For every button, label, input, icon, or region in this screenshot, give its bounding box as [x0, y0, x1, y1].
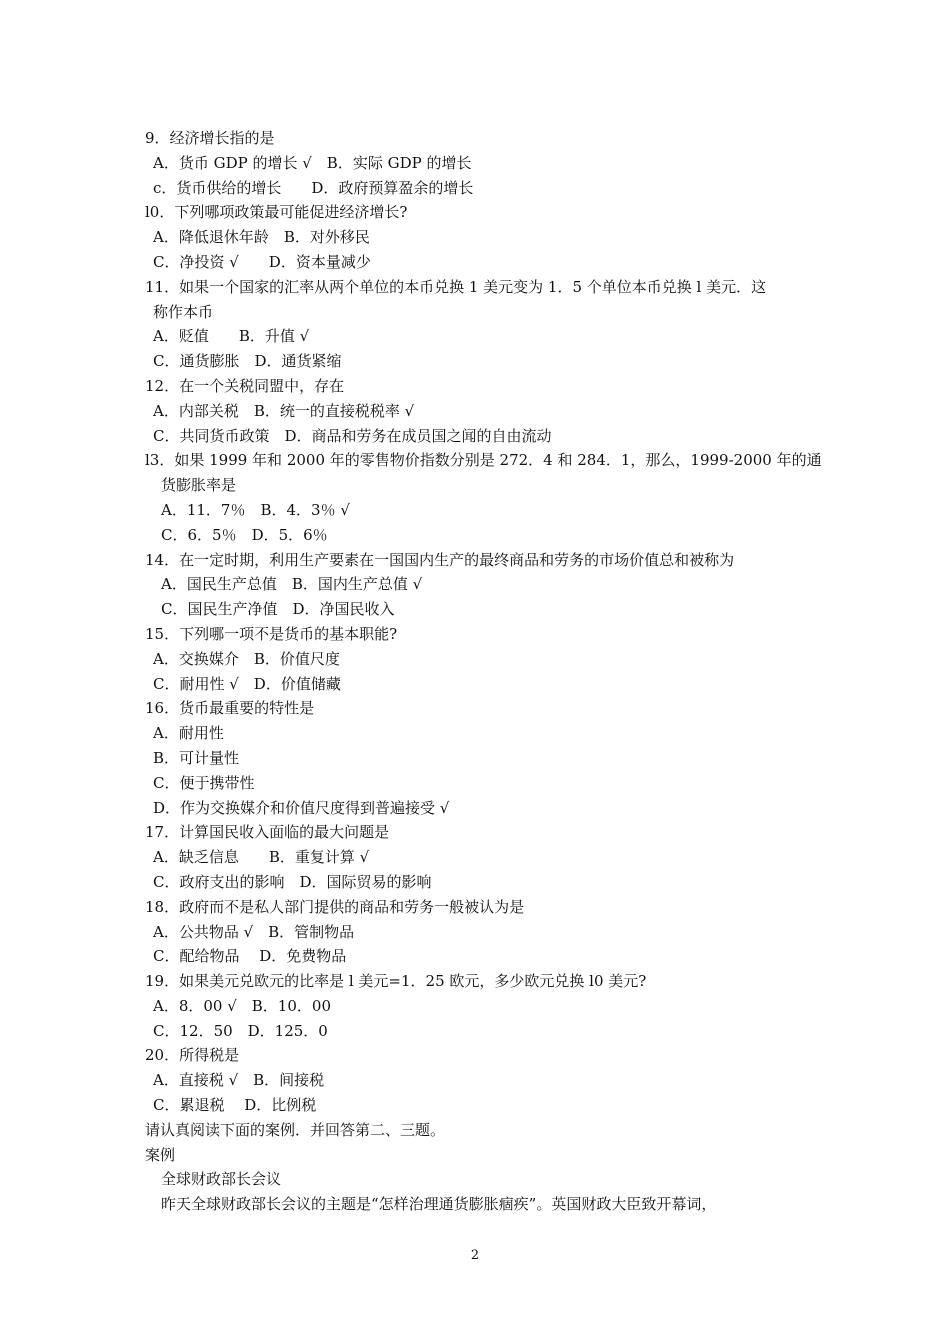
- option-line: A．贬值 B．升值 √: [153, 327, 310, 346]
- question-line: l3．如果 1999 年和 2000 年的零售物价指数分别是 272．4 和 284．1，那么，1999-2000 年的通: [145, 451, 822, 470]
- option-line: A．11．7％ B．4．3％ √: [161, 500, 350, 519]
- option-line: C．6．5％ D．5．6％: [161, 525, 328, 544]
- continuation-line: 货膨胀率是: [161, 476, 237, 495]
- option-line: A．国民生产总值 B．国内生产总值 √: [161, 575, 423, 594]
- question-line: 20．所得税是: [145, 1046, 240, 1065]
- option-line: A．降低退休年龄 B．对外移民: [153, 228, 370, 247]
- option-line: A．直接税 √ B．间接税: [153, 1071, 325, 1090]
- question-line: 9．经济增长指的是: [145, 129, 275, 147]
- option-line: B．可计量性: [153, 748, 240, 767]
- option-line: C．共同货币政策 D．商品和劳务在成员国之闻的自由流动: [153, 426, 552, 445]
- question-line: 案例: [145, 1145, 176, 1164]
- option-line: C．净投资 √ D．资本量减少: [153, 252, 371, 271]
- question-line: 11．如果一个国家的汇率从两个单位的本币兑换 1 美元变为 1．5 个单位本币兑换 l 美元．这: [145, 277, 767, 296]
- option-line: C．配给物品 D．免费物品: [153, 947, 347, 966]
- option-line: C．12．50 D．125．0: [153, 1021, 328, 1040]
- option-line: c．货币供给的增长 D．政府预算盈余的增长: [153, 178, 474, 197]
- option-line: A．公共物品 √ B．管制物品: [153, 922, 355, 941]
- question-line: 17．计算国民收入面临的最大问题是: [145, 823, 390, 842]
- option-line: C．通货膨胀 D．通货紧缩: [153, 352, 342, 371]
- option-line: A．交换媒介 B．价值尺度: [153, 649, 340, 668]
- question-line: 15．下列哪一项不是货币的基本职能?: [145, 624, 398, 643]
- continuation-line: 称作本币: [153, 302, 214, 321]
- case-title: 全球财政部长会议: [161, 1170, 282, 1189]
- option-line: C．国民生产净值 D．净国民收入: [161, 600, 395, 619]
- option-line: A．缺乏信息 B．重复计算 √: [153, 848, 370, 867]
- option-line: A．耐用性: [153, 724, 224, 743]
- case-paragraph: 昨天全球财政部长会议的主题是“怎样治理通货膨胀痼疾”。英国财政大臣致开幕词，: [161, 1195, 717, 1214]
- question-line: l0．下列哪项政策最可能促进经济增长?: [145, 203, 408, 222]
- option-line: A．8．00 √ B．10．00: [153, 996, 331, 1015]
- page-number: 2: [470, 1248, 480, 1263]
- option-line: A．内部关税 B．统一的直接税税率 √: [153, 401, 415, 420]
- question-line: 12．在一个关税同盟中，存在: [145, 376, 345, 395]
- option-line: A．货币 GDP 的增长 √ B．实际 GDP 的增长: [153, 153, 472, 172]
- page-content: [145, 126, 820, 1217]
- question-line: 19．如果美元兑欧元的比率是 l 美元=1．25 欧元，多少欧元兑换 l0 美元?: [145, 972, 647, 991]
- question-line: 14．在一定时期，利用生产要素在一国国内生产的最终商品和劳务的市场价值总和被称为: [145, 550, 735, 569]
- question-line: 18．政府而不是私人部门提供的商品和劳务一般被认为是: [145, 897, 525, 916]
- option-line: C．耐用性 √ D．价值储藏: [153, 674, 341, 693]
- question-line: 请认真阅读下面的案例．并回答第二、三题。: [145, 1120, 446, 1139]
- question-line: 16．货币最重要的特性是: [145, 699, 315, 718]
- option-line: D．作为交换媒介和价值尺度得到普遍接受 √: [153, 798, 450, 817]
- option-line: C．累退税 D．比例税: [153, 1096, 317, 1115]
- option-line: C．政府支出的影响 D．国际贸易的影响: [153, 872, 432, 891]
- option-line: C．便于携带性: [153, 773, 255, 792]
